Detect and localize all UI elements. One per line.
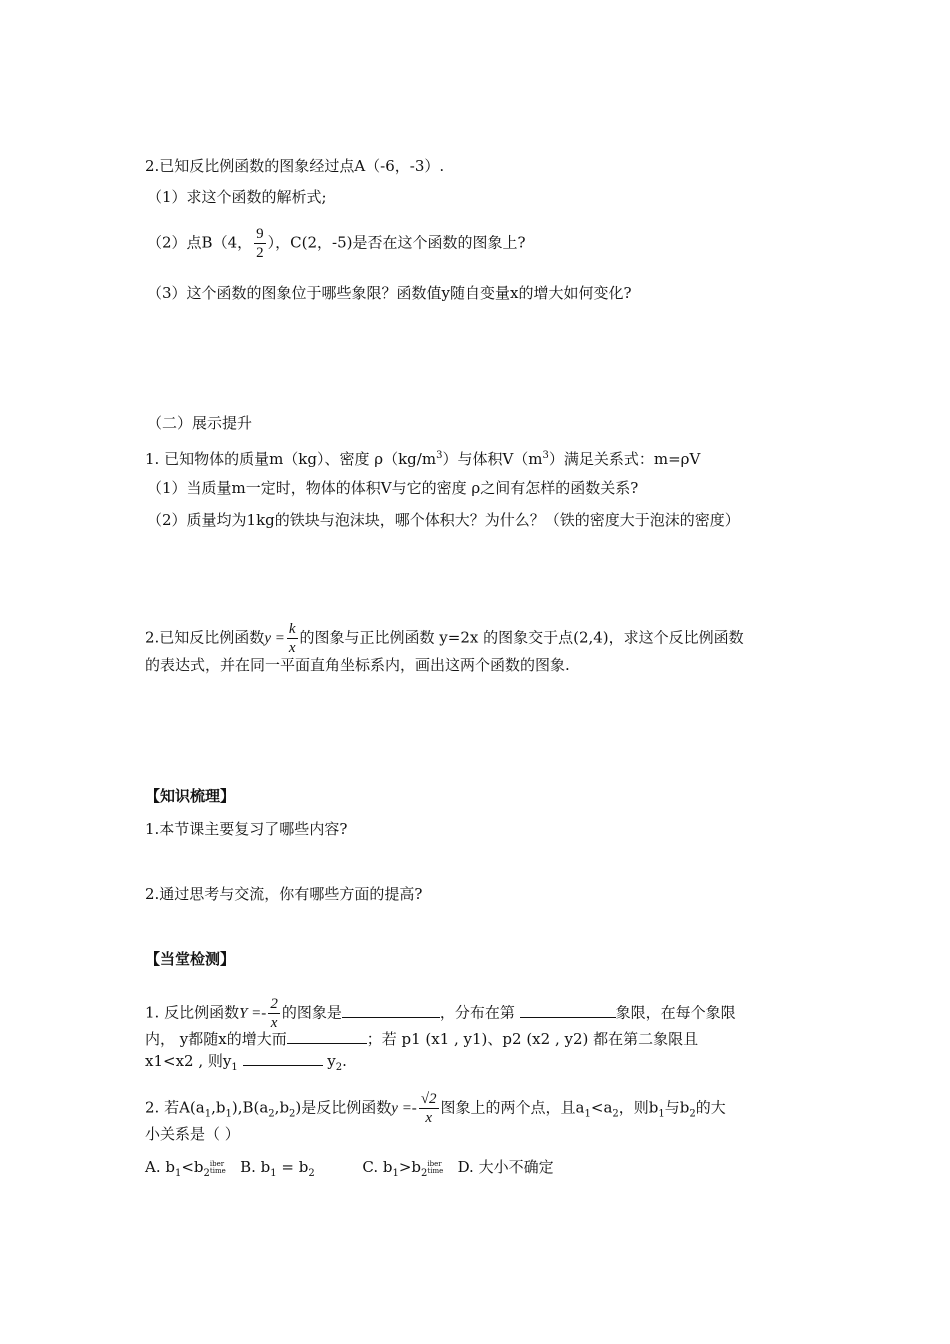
inverse-function-question-line2: 的表达式，并在同一平面直角坐标系内，画出这两个函数的图象.: [145, 656, 570, 674]
section-heading-test: 【当堂检测】: [145, 950, 236, 968]
fraction-k-over-x: $\frac{k}{x}$: [288, 621, 296, 656]
test-question-1-line2: 内， y都随x的增大而 ；若 p1 (x1 , y1)、p2 (x2 , y2) 都在第二象限且: [145, 1027, 698, 1050]
question-2-part-3: （3）这个函数的图象位于哪些象限？函数值y随自变量x的增大如何变化?: [147, 284, 632, 302]
option-c[interactable]: C. $b_1>b_2iber$ time: [362, 1158, 444, 1179]
fraction-2-over-x: $\frac{2}{x}$: [270, 996, 278, 1031]
density-part-1: （1）当质量m一定时，物体的体积V与它的密度 ρ之间有怎样的函数关系?: [147, 479, 639, 497]
test-question-1: 1. 反比例函数Y =- $\frac{2}{x}$ 的图象是 ，分布在第 象限，在每个象限: [145, 996, 736, 1031]
answer-blank-compare[interactable]: [243, 1049, 323, 1066]
inverse-function-question: 2.已知反比例函数y = $\frac{k}{x}$ 的图象与正比例函数 y=2x 的图象交于点(2,4)，求这个反比例函数: [145, 621, 744, 656]
answer-blank-graph[interactable]: [342, 1001, 440, 1018]
test-question-2-line2: 小关系是（ ）: [145, 1125, 240, 1143]
density-part-2: （2）质量均为1kg的铁块与泡沫块，哪个体积大？为什么？（铁的密度大于泡沫的密度）: [147, 511, 740, 529]
option-a[interactable]: A. $b_1<b_2iber$ time: [145, 1158, 226, 1179]
test-question-1-line3: x1<x2 , 则$y_1$ $y_2$.: [145, 1049, 347, 1079]
review-question-1: 1.本节课主要复习了哪些内容?: [145, 820, 348, 838]
q2-part2-prefix: （2）点B（4，: [147, 233, 253, 252]
test-question-2-options: [145, 1156, 554, 1185]
fraction-nine-halves: $\frac{9}{2}$: [256, 226, 264, 261]
artifact-mark-2: iber time: [427, 1160, 444, 1175]
option-d[interactable]: D. 大小不确定: [457, 1158, 554, 1176]
fraction-sqrt2-over-x: $\frac{√2}{x}$: [420, 1091, 437, 1126]
question-2-title: 2.已知反比例函数的图象经过点A（-6，-3）.: [145, 157, 445, 175]
section-heading-review: 【知识梳理】: [145, 787, 236, 805]
question-2-part-2: [147, 225, 526, 262]
section-heading-zhanshi: （二）展示提升: [147, 414, 253, 432]
option-b[interactable]: B. $b_1 = b_2$: [240, 1158, 315, 1179]
answer-blank-trend[interactable]: [287, 1027, 367, 1044]
test-question-2: 2. 若$A(a_1,b_1),B(a_2,b_2)$是反比例函数y =- $\frac{√2}{x}$ 图象上的两个点，且$a_1<a_2$，则$b_1$与$b_2$的大: [145, 1091, 726, 1126]
review-question-2: 2.通过思考与交流，你有哪些方面的提高?: [145, 885, 423, 903]
artifact-mark: iber time: [209, 1160, 226, 1175]
question-2-part-1: （1）求这个函数的解析式;: [147, 188, 327, 206]
q2-part2-suffix: ），C(2，-5)是否在这个函数的图象上?: [267, 233, 526, 252]
answer-blank-quadrant[interactable]: [520, 1001, 616, 1018]
density-question: 1. 已知物体的质量m（kg）、密度 $\rho(kg/m^3)$与体积$V(m^3)$满足关系式：m=ρV: [145, 450, 701, 468]
